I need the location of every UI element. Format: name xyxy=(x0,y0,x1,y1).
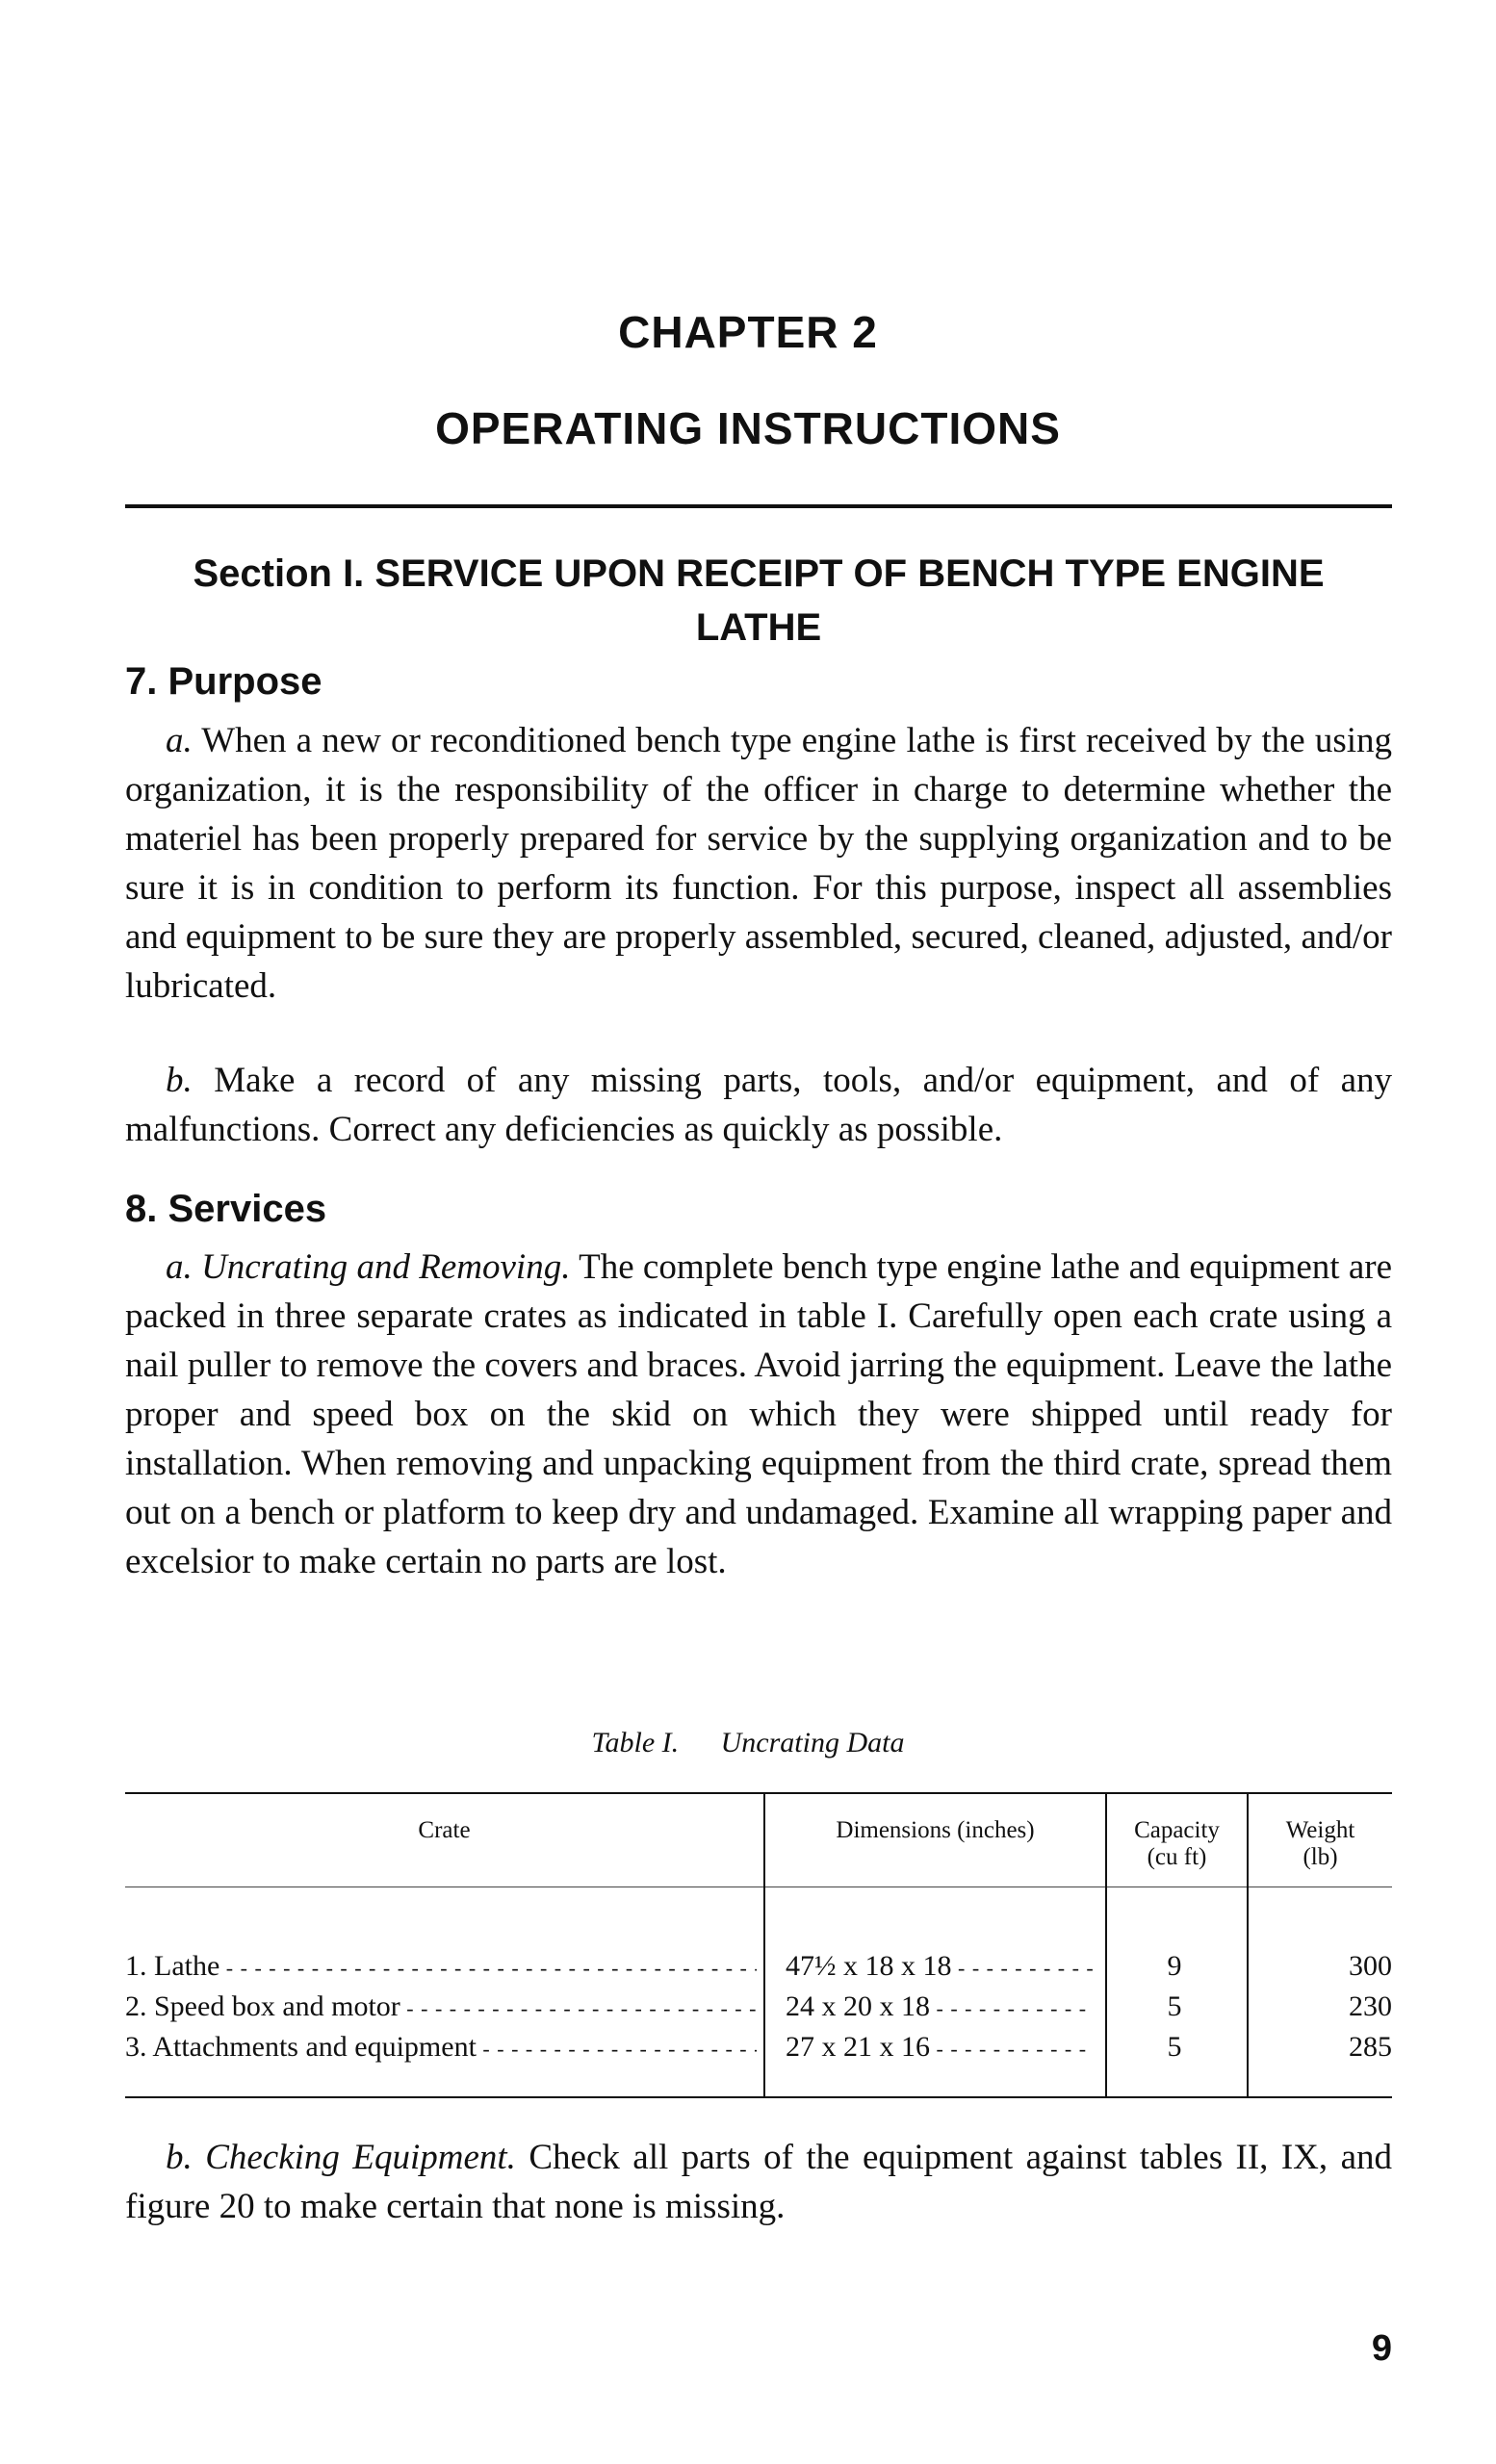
table-header-dimensions: Dimensions (inches) xyxy=(836,1817,1035,1843)
table-cell-capacity: 9 xyxy=(1167,1950,1182,1982)
section-title xyxy=(125,547,1392,654)
table-cell-dimensions xyxy=(786,1950,1094,1983)
table-header-weight-line-2: (lb) xyxy=(1303,1844,1338,1870)
table-cell-crate xyxy=(125,1990,757,2023)
crate-dimensions: 47½ x 18 x 18 - - - xyxy=(786,1950,1094,1982)
paragraph-8a-text: The complete bench type engine lathe and equipment are packed in three separate crates as indicated in table I. Carefully open each crate using a nail puller to remove the covers and braces. Avoid jarring the equipment. Leave the lathe proper and speed box on the skid on which they were shipped until ready for installation. When removing and unpacking equipment from the third crate, spread them out on a bench or platform to keep dry and undamaged. Examine all wrapping paper and excelsior to make certain no parts are lost. xyxy=(125,1247,1393,1581)
crate-dimensions: 24 x 20 x 18 - - - xyxy=(786,1990,1094,2022)
table-caption-label: Table I. xyxy=(591,1727,680,1758)
table-cell-weight: 230 xyxy=(1349,1990,1392,2022)
paragraph-8b-title: Checking Equipment. xyxy=(205,2138,516,2177)
table-header-crate: Crate xyxy=(418,1817,471,1843)
table-cell-capacity: 5 xyxy=(1167,2031,1182,2063)
paragraph-8b-text: Check all parts of the equipment against tables II, IX, and figure 20 to make certain that none is missing. xyxy=(125,2138,1393,2226)
section-title-line-1: Section I. SERVICE UPON RECEIPT OF BENCH TYPE ENGINE xyxy=(193,552,1325,595)
paragraph-8b-letter: b. xyxy=(166,2138,193,2177)
table-header-capacity-line-1: Capacity xyxy=(1134,1817,1220,1843)
table-top-rule xyxy=(125,1792,1392,1794)
table-row xyxy=(125,2031,1392,2071)
crate-dimensions: 27 x 21 x 16 - - - xyxy=(786,2031,1094,2063)
table-cell-dimensions xyxy=(786,1990,1094,2023)
table-row xyxy=(125,1990,1392,2031)
section-title-line-2: LATHE xyxy=(695,606,822,649)
table-cell-weight: 285 xyxy=(1349,2031,1392,2063)
table-header-rule xyxy=(125,1886,1392,1887)
paragraph-7a-text: When a new or reconditioned bench type engine lathe is first received by the using organization, it is the responsibility of the officer in charge to determine whether the materiel has been properly prepared for service by the supplying organization and to be sure it is in condition to perform its function. For this purpose, inspect all assemblies and equipment to be sure they are properly assembled, secured, cleaned, adjusted, and/or lubricated. xyxy=(125,721,1392,1006)
paragraph-7-heading: 7. Purpose xyxy=(125,660,322,703)
paragraph-8b xyxy=(125,2133,1392,2231)
crate-name: 3. Attachments and equipment - - - xyxy=(125,2031,757,2063)
table-header-weight-line-1: Weight xyxy=(1285,1817,1355,1843)
table-header-capacity xyxy=(1107,1817,1247,1871)
paragraph-7b-text: Make a record of any missing parts, tools, and/or equipment, and of any malfunctions. Correct any deficiencies as quickly as possible. xyxy=(125,1061,1393,1149)
paragraph-7a-letter: a. xyxy=(166,721,193,760)
chapter-divider-rule xyxy=(125,504,1392,508)
table-caption xyxy=(0,1727,1496,1759)
table-bottom-rule xyxy=(125,2096,1392,2098)
paragraph-8-heading: 8. Services xyxy=(125,1188,327,1230)
crate-name: 1. Lathe - - - xyxy=(125,1950,757,1982)
paragraph-7b-letter: b. xyxy=(166,1061,193,1100)
table-header-capacity-line-2: (cu ft) xyxy=(1147,1844,1207,1870)
paragraph-8a-letter: a. xyxy=(166,1247,193,1287)
paragraph-7b xyxy=(125,1056,1392,1154)
chapter-title: OPERATING INSTRUCTIONS xyxy=(435,403,1061,453)
paragraph-7a xyxy=(125,716,1392,1011)
table-cell-weight: 300 xyxy=(1349,1950,1392,1982)
paragraph-8a xyxy=(125,1243,1392,1586)
page-number: 9 xyxy=(1371,2328,1392,2369)
table-cell-crate xyxy=(125,1950,757,1983)
crate-name: 2. Speed box and motor - - - xyxy=(125,1990,757,2022)
table-caption-title: Uncrating Data xyxy=(720,1727,905,1758)
chapter-number: CHAPTER 2 xyxy=(618,307,878,357)
table-cell-crate xyxy=(125,2031,757,2064)
paragraph-8a-title: Uncrating and Removing. xyxy=(201,1247,571,1287)
table-cell-capacity: 5 xyxy=(1167,1990,1182,2022)
table-row xyxy=(125,1950,1392,1990)
table-cell-dimensions xyxy=(786,2031,1094,2064)
table-header-weight xyxy=(1249,1817,1392,1871)
